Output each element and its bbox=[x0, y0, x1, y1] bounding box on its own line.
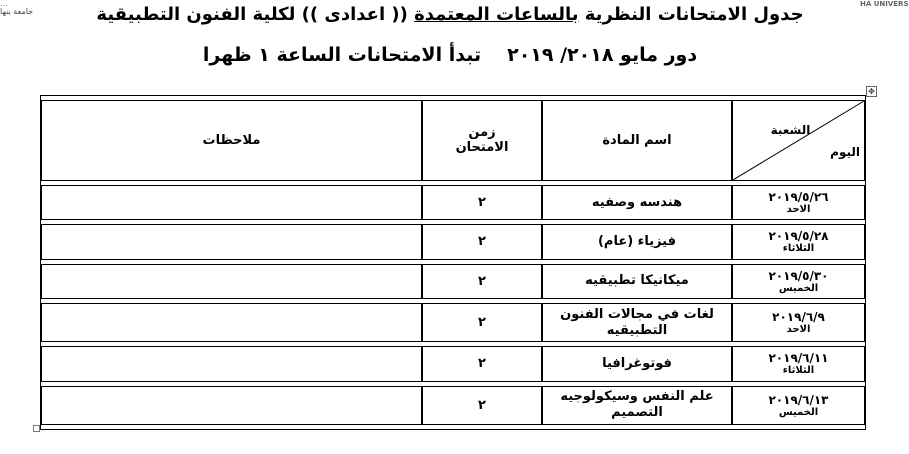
notes-cell[interactable] bbox=[41, 303, 422, 342]
table-row bbox=[41, 224, 865, 259]
exam-duration: ٢ bbox=[422, 303, 542, 342]
diagonal-divider bbox=[733, 101, 864, 180]
table-row bbox=[41, 346, 865, 381]
table-row bbox=[41, 303, 865, 342]
exam-day: الثلاثاء bbox=[782, 243, 815, 255]
subject-name: ميكانيكا تطبيقيه bbox=[542, 264, 732, 299]
title-line1-underlined: بالساعات المعتمدة bbox=[414, 4, 579, 25]
exam-schedule-table bbox=[40, 95, 866, 430]
notes-cell[interactable] bbox=[41, 224, 422, 259]
exam-day: الاحد bbox=[786, 324, 811, 336]
date-cell bbox=[732, 386, 865, 425]
exam-date: ٢٠١٩/٦/٩ bbox=[772, 310, 825, 325]
title-line2-term: دور مايو ٢٠١٨/ ٢٠١٩ bbox=[507, 44, 698, 66]
title-line1-part1: جدول الامتحانات النظرية bbox=[578, 4, 804, 25]
table-move-handle-icon[interactable]: ✥ bbox=[866, 86, 877, 97]
university-logo-right: HA UNIVERS bbox=[860, 0, 909, 8]
page-subtitle bbox=[0, 44, 900, 66]
exam-date: ٢٠١٩/٦/١١ bbox=[768, 351, 829, 366]
notes-cell[interactable] bbox=[41, 346, 422, 381]
title-line2-start: تبدأ الامتحانات الساعة ١ ظهرا bbox=[202, 44, 482, 66]
exam-duration: ٢ bbox=[422, 264, 542, 299]
table-row bbox=[41, 185, 865, 220]
notes-cell[interactable] bbox=[41, 386, 422, 425]
exam-day: الخميس bbox=[778, 282, 819, 294]
header-day: اليوم bbox=[830, 145, 860, 159]
exam-date: ٢٠١٩/٦/١٣ bbox=[768, 392, 829, 407]
date-cell bbox=[732, 303, 865, 342]
logo-left-line2: جامعة بنها bbox=[0, 7, 34, 16]
subject-name: لغات في مجالات الفنون التطبيقيه bbox=[542, 303, 732, 342]
exam-duration: ٢ bbox=[422, 185, 542, 220]
header-notes: ملاحظات bbox=[41, 100, 422, 181]
table-row bbox=[41, 386, 865, 425]
date-cell bbox=[732, 346, 865, 381]
exam-duration: ٢ bbox=[422, 386, 542, 425]
exam-day: الخميس bbox=[778, 406, 819, 418]
logo-left-line1: ... bbox=[0, 0, 8, 8]
header-section: الشعبة bbox=[770, 123, 811, 137]
date-cell bbox=[732, 264, 865, 299]
table-row bbox=[41, 264, 865, 299]
header-duration bbox=[422, 100, 542, 181]
date-cell bbox=[732, 224, 865, 259]
header-duration-line2: الامتحان bbox=[455, 140, 509, 156]
exam-date: ٢٠١٩/٥/٢٨ bbox=[768, 229, 829, 244]
notes-cell[interactable] bbox=[41, 185, 422, 220]
subject-name: فيزياء (عام) bbox=[542, 224, 732, 259]
header-cell-section-day bbox=[732, 100, 865, 181]
subject-name: علم النفس وسيكولوجيه التصميم bbox=[542, 386, 732, 425]
subject-name: فوتوغرافيا bbox=[542, 346, 732, 381]
exam-duration: ٢ bbox=[422, 224, 542, 259]
title-line1-part2: (( اعدادى )) لكلية الفنون التطبيقية bbox=[96, 4, 415, 25]
header-duration-line1: زمن bbox=[468, 125, 496, 141]
date-cell bbox=[732, 185, 865, 220]
exam-duration: ٢ bbox=[422, 346, 542, 381]
header-subject: اسم المادة bbox=[542, 100, 732, 181]
table-resize-handle[interactable] bbox=[33, 425, 40, 432]
notes-cell[interactable] bbox=[41, 264, 422, 299]
page-title bbox=[0, 4, 900, 25]
exam-date: ٢٠١٩/٥/٣٠ bbox=[768, 268, 829, 283]
exam-day: الثلاثاء bbox=[782, 365, 815, 377]
exam-date: ٢٠١٩/٥/٢٦ bbox=[768, 190, 829, 205]
table-header-row bbox=[41, 100, 865, 181]
subject-name: هندسه وصفيه bbox=[542, 185, 732, 220]
exam-day: الاحد bbox=[786, 204, 811, 216]
